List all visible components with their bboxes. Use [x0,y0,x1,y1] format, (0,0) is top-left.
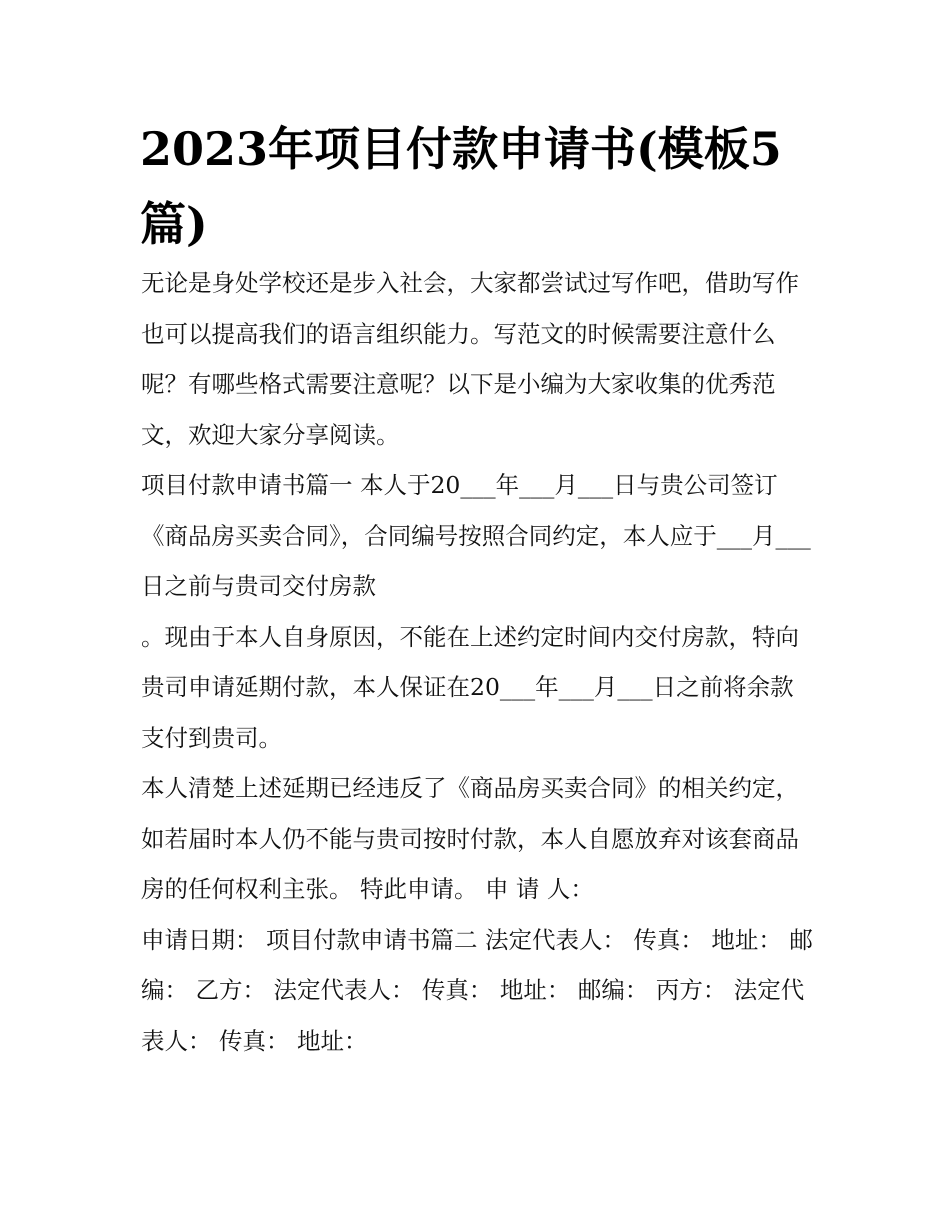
document-title: 2023年项目付款申请书(模板5篇) [140,122,782,251]
paragraph-intro: 无论是身处学校还是步入社会，大家都尝试过写作吧，借助写作也可以提高我们的语言组织能力。写范文的时候需要注意什么呢？有哪些格式需要注意呢？以下是小编为大家收集的优秀范文，欢迎大家分享阅读。 [141,269,799,449]
paragraph-1: 项目付款申请书篇一 本人于20___年___月___日与贵公司签订《商品房买卖合同》，合同编号按照合同约定，本人应于___月___日之前与贵司交付房款 [141,471,811,600]
paragraph-4: 申请日期： 项目付款申请书篇二 法定代表人： 传真： 地址： 邮编： 乙方： 法定代表人： 传真： 地址： 邮编： 丙方： 法定代表人： 传真： 地址： [141,925,813,1055]
paragraph-3: 本人清楚上述延期已经违反了《商品房买卖合同》的相关约定，如若届时本人仍不能与贵司按时付款，本人自愿放弃对该套商品房的任何权利主张。 特此申请。 申 请 人： [141,774,799,903]
paragraph-2: 。现由于本人自身原因，不能在上述约定时间内交付房款，特向贵司申请延期付款，本人保证在20___年___月___日之前将余款支付到贵司。 [141,622,799,752]
document-body [141,258,816,1066]
